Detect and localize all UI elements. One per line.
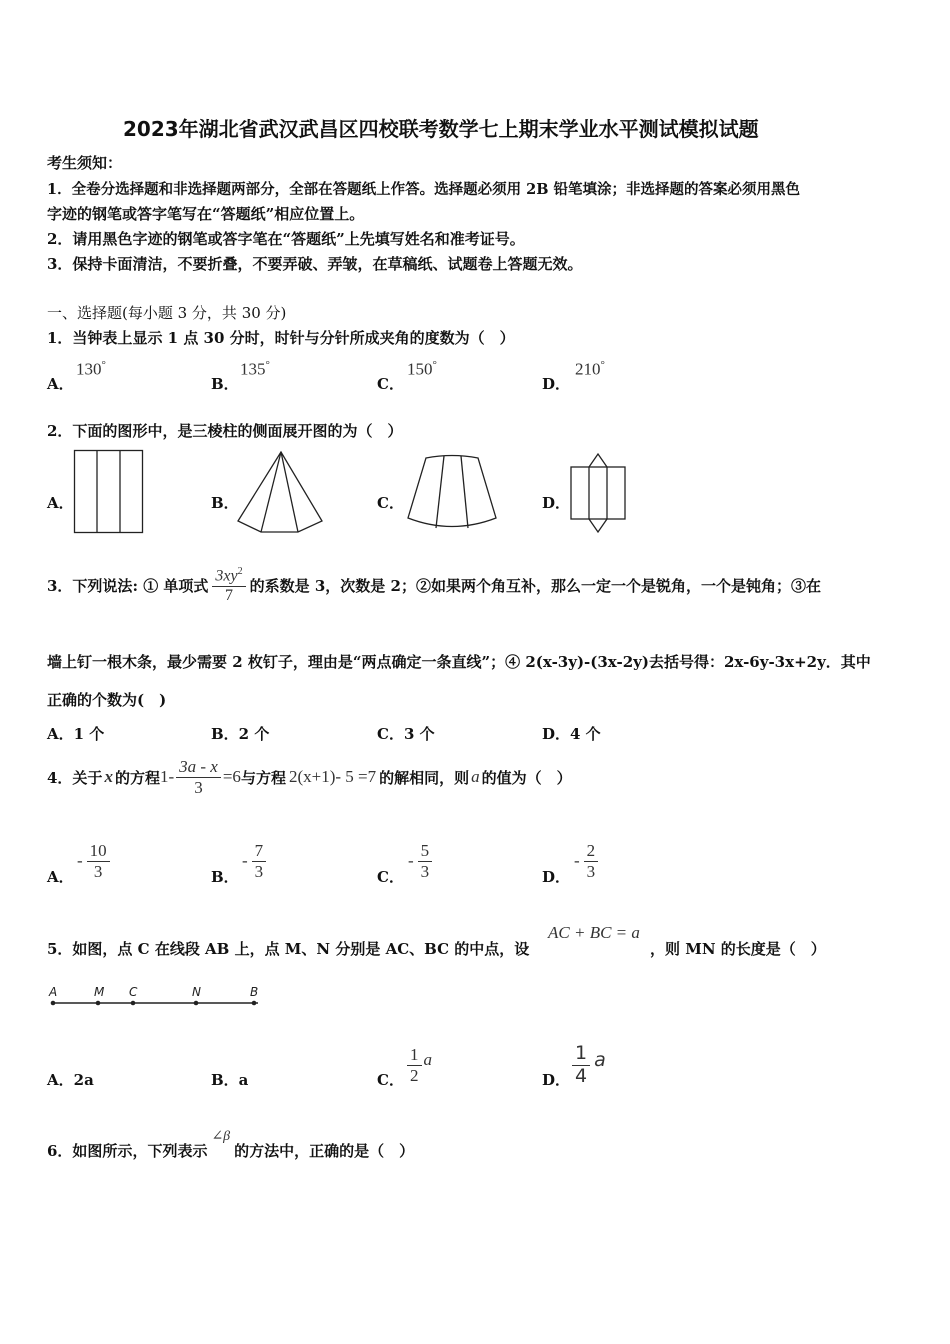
notice-item-2: 2．请用黑色字迹的钢笔或答字笔在“答题纸”上先填写姓名和准考证号。 — [47, 230, 525, 248]
q4-label-b: B． — [211, 868, 239, 886]
q1-label-d: D． — [542, 375, 571, 393]
q1-label-b: B． — [211, 375, 239, 393]
q5-point-label-b: B — [250, 985, 259, 999]
q2-label-d: D． — [542, 494, 571, 512]
q5-option-a: A．2a — [47, 1071, 94, 1089]
q5-point-a — [51, 1001, 56, 1006]
q3-prefix: 3．下列说法: ① 单项式 — [47, 577, 209, 596]
q2-figure-d — [568, 452, 628, 534]
q5-point-c — [131, 1001, 136, 1006]
q1-label-a: A． — [47, 375, 74, 393]
q3-suffix: 的系数是 3，次数是 2；②如果两个角互补，那么一定一个是锐角，一个是钝角；③在 — [249, 577, 821, 596]
q3-line2: 墙上钉一根木条，最少需要 2 枚钉子，理由是“两点确定一条直线”；④ 2(x-3y)-(3x-2y)去括号得：2x-6y-3x+2y．其中 — [47, 653, 871, 671]
q5-stem-prefix: 5．如图，点 C 在线段 AB 上，点 M、N 分别是 AC、BC 的中点，设 — [47, 940, 530, 958]
q3-option-b: B．2 个 — [211, 725, 270, 743]
q1-value-d: 210° — [575, 359, 605, 379]
q4-stem: 4．关于 x 的方程 1- $\frac{3a - x}{3}$ =6 与方程 2(x+1)- 5 =7 的解相同，则 a 的值为（ ） — [47, 757, 572, 797]
notice-item-1a: 1．全卷分选择题和非选择题两部分，全部在答题纸上作答。选择题必须用 2B 铅笔填涂；非选择题的答案必须用黑色 — [47, 181, 801, 198]
q3-option-c: C．3 个 — [377, 725, 435, 743]
q5-point-label-n: N — [192, 985, 201, 999]
page-title: 2023年湖北省武汉武昌区四校联考数学七上期末学业水平测试模拟试题 — [123, 117, 759, 141]
q1-value-b: 135° — [240, 359, 270, 379]
q5-point-label-a: A — [49, 985, 58, 999]
q3-option-a: A．1 个 — [47, 725, 105, 743]
q1-label-c: C． — [377, 375, 404, 393]
q3-monomial: $\frac{3xy^2}{7}$ — [212, 566, 245, 605]
q6-stem: 6．如图所示，下列表示 ∠β 的方法中，正确的是（ ） — [47, 1129, 415, 1160]
q3-option-d: D．4 个 — [542, 725, 601, 743]
q5-point-label-c: C — [129, 985, 138, 999]
q4-value-c: - $\frac{5}{3}$ — [408, 841, 432, 881]
q1-value-a: 130° — [76, 359, 106, 379]
q5-point-label-m: M — [94, 985, 105, 999]
q5-label-d: D． — [542, 1071, 571, 1089]
q4-value-b: - $\frac{7}{3}$ — [242, 841, 266, 881]
notice-item-3: 3．保持卡面清洁，不要折叠，不要弄破、弄皱，在草稿纸、试题卷上答题无效。 — [47, 255, 583, 273]
q3-line1 — [47, 566, 821, 605]
q1-value-c: 150° — [407, 359, 437, 379]
q2-label-a: A． — [47, 494, 74, 512]
notice-item-1b: 字迹的钢笔或答字笔写在“答题纸”相应位置上。 — [47, 205, 365, 223]
q5-value-d: $\frac{1}{4}$ a — [572, 1043, 606, 1088]
q2-label-c: C． — [377, 494, 404, 512]
q1-stem: 1．当钟表上显示 1 点 30 分时，时针与分针所成夹角的度数为（ ） — [47, 329, 515, 347]
q4-label-a: A． — [47, 868, 74, 886]
q5-point-n — [194, 1001, 199, 1006]
q5-point-b — [252, 1001, 257, 1006]
q5-value-c: $\frac{1}{2}$ a — [407, 1045, 432, 1085]
q4-equation-1: 1- $\frac{3a - x}{3}$ =6 — [159, 757, 241, 797]
q5-option-b: B．a — [211, 1071, 249, 1089]
q3-line3: 正确的个数为( ) — [47, 691, 167, 709]
q6-angle: ∠β — [211, 1129, 231, 1144]
q2-stem: 2．下面的图形中，是三棱柱的侧面展开图的为（ ） — [47, 422, 403, 440]
section-heading: 一、选择题(每小题 3 分，共 30 分) — [47, 304, 287, 322]
q5-label-c: C． — [377, 1071, 404, 1089]
q2-figure-a — [74, 450, 144, 534]
q4-value-a: - $\frac{10}{3}$ — [77, 841, 110, 881]
q2-label-b: B． — [211, 494, 239, 512]
q5-stem-suffix: ，则 MN 的长度是（ ） — [650, 940, 826, 958]
q5-point-m — [96, 1001, 101, 1006]
q2-figure-c — [406, 455, 498, 531]
q5-expression: AC + BC = a — [548, 923, 640, 942]
notice-heading: 考生须知： — [47, 154, 123, 172]
q4-equation-2: 2(x+1)- 5 =7 — [288, 767, 377, 787]
q4-value-d: - $\frac{2}{3}$ — [574, 841, 598, 881]
q5-segment-figure — [44, 984, 274, 1010]
q2-figure-b — [236, 450, 324, 534]
q4-label-c: C． — [377, 868, 404, 886]
q4-label-d: D． — [542, 868, 571, 886]
